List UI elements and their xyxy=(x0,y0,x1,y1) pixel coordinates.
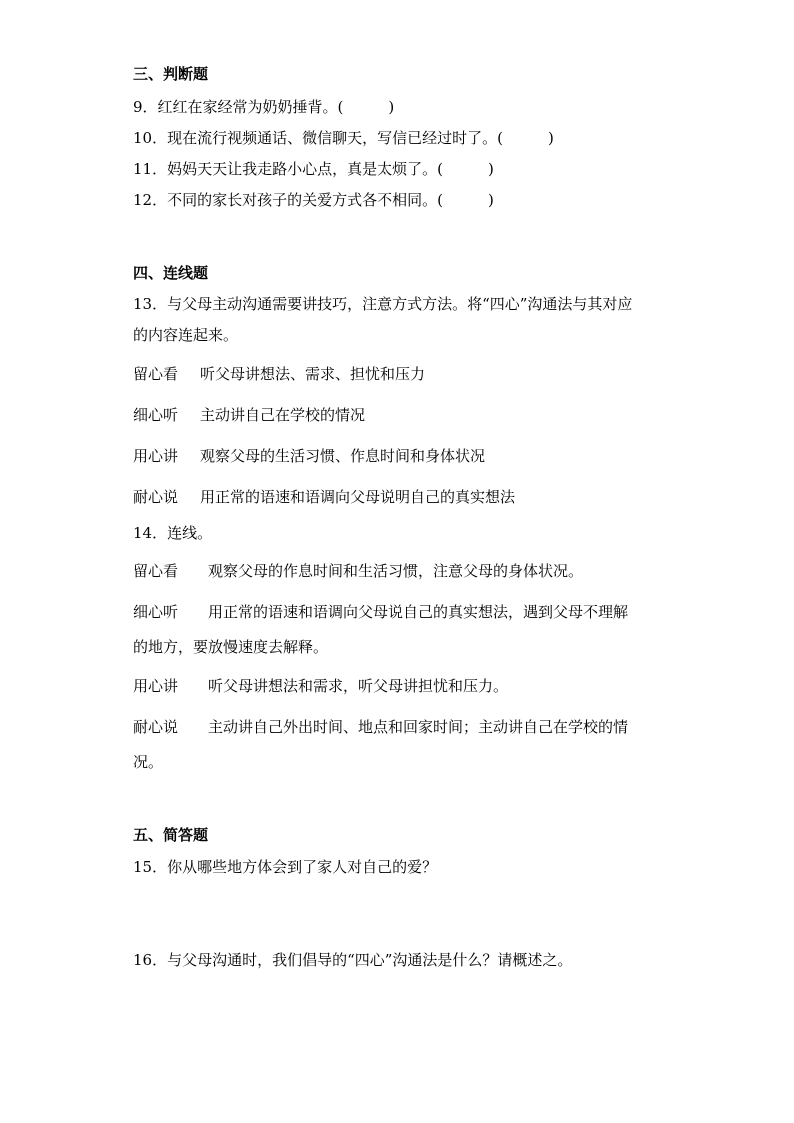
match-left-label: 耐心说 xyxy=(133,488,179,506)
match-row-1 xyxy=(133,364,425,384)
match-right-label: 主动讲自己在学校的情况 xyxy=(200,406,366,424)
match-row-14-4-cont: 况。 xyxy=(133,753,164,771)
match-right-label: 观察父母的作息时间和生活习惯，注意父母的身体状况。 xyxy=(208,562,584,580)
match-left-label: 耐心说 xyxy=(133,718,179,736)
question-13-line1: 13．与父母主动沟通需要讲技巧，注意方式方法。将“四心”沟通法与其对应 xyxy=(133,295,633,313)
match-right-label: 听父母讲想法、需求、担忧和压力 xyxy=(200,365,426,383)
match-right-label: 用正常的语速和语调向父母说自己的真实想法，遇到父母不理解 xyxy=(208,603,629,621)
match-row-14-1 xyxy=(133,561,583,581)
question-10: 10．现在流行视频通话、微信聊天，写信已经过时了。( ) xyxy=(133,129,554,147)
match-right-label: 观察父母的生活习惯、作息时间和身体状况 xyxy=(200,447,486,465)
match-right-label: 听父母讲想法和需求，听父母讲担忧和压力。 xyxy=(208,677,509,695)
match-left-label: 用心讲 xyxy=(133,447,179,465)
question-16: 16．与父母沟通时，我们倡导的“四心”沟通法是什么？请概述之。 xyxy=(133,951,573,969)
match-left-label: 用心讲 xyxy=(133,677,179,695)
match-left-label: 细心听 xyxy=(133,406,179,424)
match-row-2 xyxy=(133,405,365,425)
match-row-14-2-cont: 的地方，要放慢速度去解释。 xyxy=(133,638,329,656)
match-right-label: 主动讲自己外出时间、地点和回家时间；主动讲自己在学校的情 xyxy=(208,718,629,736)
match-row-3 xyxy=(133,446,485,466)
match-row-14-2 xyxy=(133,602,628,622)
match-row-4 xyxy=(133,487,515,507)
question-14-title: 14．连线。 xyxy=(133,524,213,542)
section-heading-matching: 四、连线题 xyxy=(133,264,209,282)
match-left-label: 细心听 xyxy=(133,603,179,621)
match-row-14-4 xyxy=(133,717,628,737)
section-heading-judgment: 三、判断题 xyxy=(133,65,209,83)
match-left-label: 留心看 xyxy=(133,562,179,580)
question-13-line2: 的内容连起来。 xyxy=(133,326,239,344)
question-9: 9．红红在家经常为奶奶捶背。( ) xyxy=(133,98,395,116)
match-right-label: 用正常的语速和语调向父母说明自己的真实想法 xyxy=(200,488,516,506)
match-left-label: 留心看 xyxy=(133,365,179,383)
section-heading-short-answer: 五、简答题 xyxy=(133,826,209,844)
question-11: 11．妈妈天天让我走路小心点，真是太烦了。( ) xyxy=(133,160,494,178)
question-12: 12．不同的家长对孩子的关爱方式各不相同。( ) xyxy=(133,191,494,209)
match-row-14-3 xyxy=(133,676,508,696)
question-15: 15．你从哪些地方体会到了家人对自己的爱？ xyxy=(133,858,438,876)
